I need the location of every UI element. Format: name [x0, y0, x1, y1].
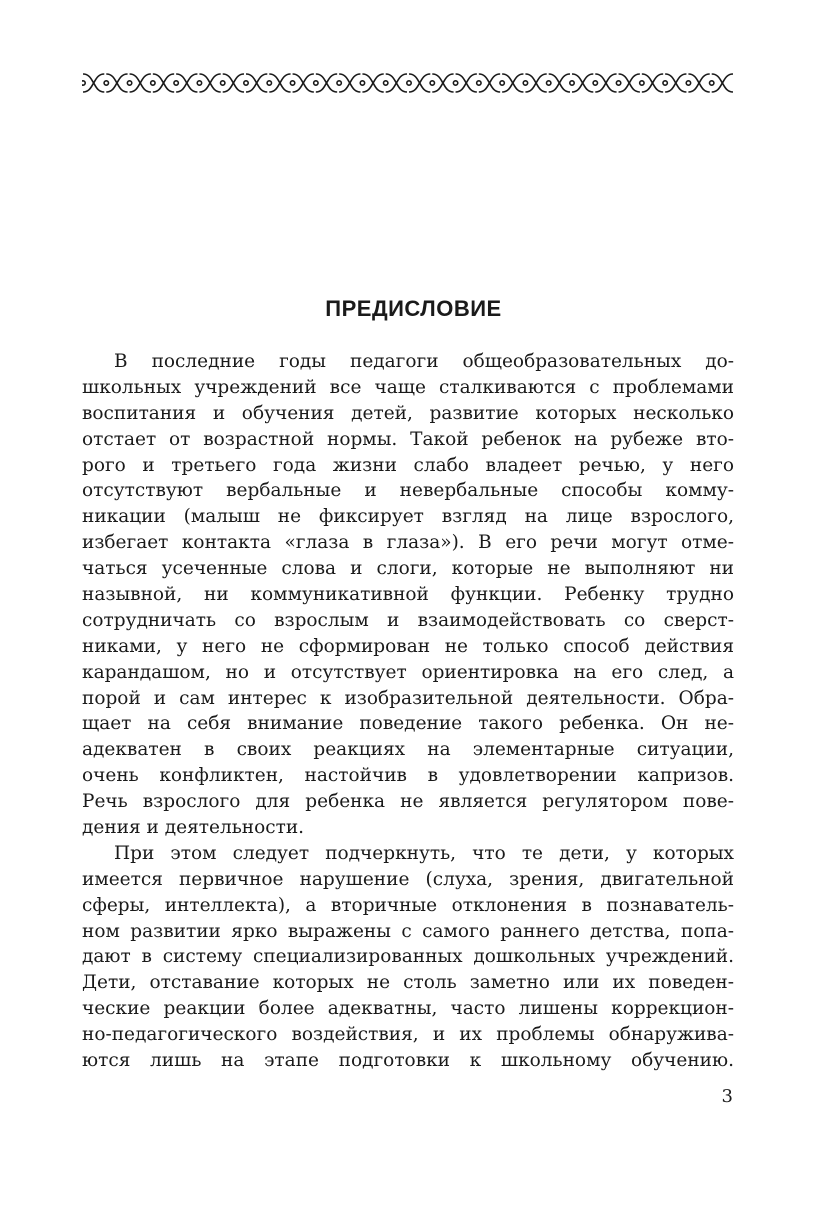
ornament-stroke — [688, 74, 709, 92]
text-line: В последние годы педагоги общеобразовательных до- — [114, 351, 734, 372]
text-line: адекватен в своих реакциях на элементарные ситуации, — [82, 739, 734, 761]
text-line: дают в систему специализированных дошкольных учреждений. — [82, 946, 734, 968]
ornament-loop — [174, 81, 178, 85]
text-line: щает на себя внимание поведение такого ребенка. Он не- — [82, 713, 734, 735]
ornament-stroke — [549, 74, 570, 92]
text-line: порой и сам интерес к изобразительной деятельности. Обра- — [82, 687, 734, 709]
ornament-stroke — [176, 74, 197, 92]
ornament-stroke — [572, 74, 593, 92]
ornament-stroke — [712, 74, 733, 92]
ornament-stroke — [409, 74, 430, 92]
text-line: дения и деятельности. — [82, 817, 305, 839]
ornament-stroke — [339, 74, 360, 92]
ornament-stroke — [269, 74, 290, 92]
ornament-loop — [197, 81, 201, 85]
ornament-stroke — [83, 74, 104, 92]
text-line: отсутствуют вербальные и невербальные способы комму- — [82, 480, 734, 502]
ornament-stroke — [432, 74, 453, 92]
ornament-stroke — [246, 74, 267, 92]
text-line: При этом следует подчеркнуть, что те дети, у которых — [114, 842, 734, 864]
ornament-loop — [430, 81, 434, 85]
ornament-loop — [314, 81, 318, 85]
text-line: ются лишь на этапе подготовки к школьному обучению. — [82, 1050, 734, 1072]
ornament-stroke — [293, 74, 314, 92]
text-line: но-педагогического воздействия, и их проблемы обнаружива- — [82, 1024, 734, 1046]
text-line: ном развитии ярко выражены с самого раннего детства, попа- — [82, 920, 734, 942]
ornament-loop — [104, 81, 108, 85]
ornament-loop — [640, 81, 644, 85]
text-line: Дети, отставание которых не столь заметно или их поведен- — [82, 972, 734, 994]
ornament-loop — [337, 81, 341, 85]
text-line: никами, у него не сформирован не только способ действия — [82, 635, 734, 657]
ornament-stroke — [199, 74, 220, 92]
ornament-loop — [360, 81, 364, 85]
paragraph-1 — [82, 349, 734, 841]
ornament-loop — [500, 81, 504, 85]
ornament-loop — [221, 81, 225, 85]
ornament-stroke — [223, 74, 244, 92]
text-line: воспитания и обучения детей, развитие которых несколько — [82, 402, 734, 424]
text-line: чаться усеченные слова и слоги, которые не выполняют ни — [82, 558, 734, 580]
text-line: карандашом, но и отсутствует ориентировка на его след, а — [82, 661, 734, 683]
ornament-stroke — [502, 74, 523, 92]
ornament-loop — [151, 81, 155, 85]
text-line: рого и третьего года жизни слабо владеет речью, у него — [82, 454, 734, 476]
text-line: назывной, ни коммуникативной функции. Ребенку трудно — [82, 584, 734, 606]
ornament-stroke — [153, 74, 174, 92]
ornament-loop — [663, 81, 667, 85]
ornament-loop — [127, 81, 131, 85]
text-line: имеется первичное нарушение (слуха, зрения, двигательной — [82, 868, 734, 890]
ornament-loop — [384, 81, 388, 85]
ornament-loop — [267, 81, 271, 85]
ornament-loop — [290, 81, 294, 85]
ornament-stroke — [106, 74, 127, 92]
ornament-stroke — [479, 74, 500, 92]
text-line: сотрудничать со взрослым и взаимодействовать со сверст- — [82, 609, 734, 631]
text-line: никации (малыш не фиксирует взгляд на лице взрослого, — [82, 506, 734, 528]
ornament-loop — [477, 81, 481, 85]
ornament-loop — [244, 81, 248, 85]
ornament-loop — [453, 81, 457, 85]
ornament-stroke — [386, 74, 407, 92]
ornament-loop — [686, 81, 690, 85]
text-line: Речь взрослого для ребенка не является регулятором пове- — [82, 791, 734, 813]
page-number: 3 — [721, 1086, 733, 1107]
text-line: школьных учреждений все чаще сталкиваются с проблемами — [82, 376, 734, 398]
ornament-loop — [570, 81, 574, 85]
ornament-stroke — [595, 74, 616, 92]
text-line: очень конфликтен, настойчив в удовлетворении капризов. — [82, 765, 734, 787]
ornament-loop — [82, 81, 85, 85]
paragraph-2 — [82, 841, 734, 1074]
ornament-loop — [593, 81, 597, 85]
ornament-stroke — [665, 74, 686, 92]
ornament-loop — [523, 81, 527, 85]
text-line: избегает контакта «глаза в глаза»). В его речи могут отме- — [82, 532, 734, 554]
ornament-loop — [547, 81, 551, 85]
decorative-ornament-border — [82, 68, 734, 98]
text-line: сферы, интеллекта), а вторичные отклонения в познаватель- — [82, 894, 734, 916]
ornament-stroke — [619, 74, 640, 92]
ornament-loop — [616, 81, 620, 85]
page-title: ПРЕДИСЛОВИЕ — [325, 296, 502, 321]
text-line: ческие реакции более адекватны, часто лишены коррекцион- — [82, 998, 734, 1020]
ornament-stroke — [130, 74, 151, 92]
text-line: отстает от возрастной нормы. Такой ребенок на рубеже вто- — [82, 428, 734, 450]
ornament-stroke — [362, 74, 383, 92]
ornament-stroke — [316, 74, 337, 92]
ornament-loop — [407, 81, 411, 85]
ornament-loop — [710, 81, 714, 85]
ornament-stroke — [642, 74, 663, 92]
body-text — [82, 349, 734, 1074]
ornament-stroke — [456, 74, 477, 92]
ornament-stroke — [525, 74, 546, 92]
